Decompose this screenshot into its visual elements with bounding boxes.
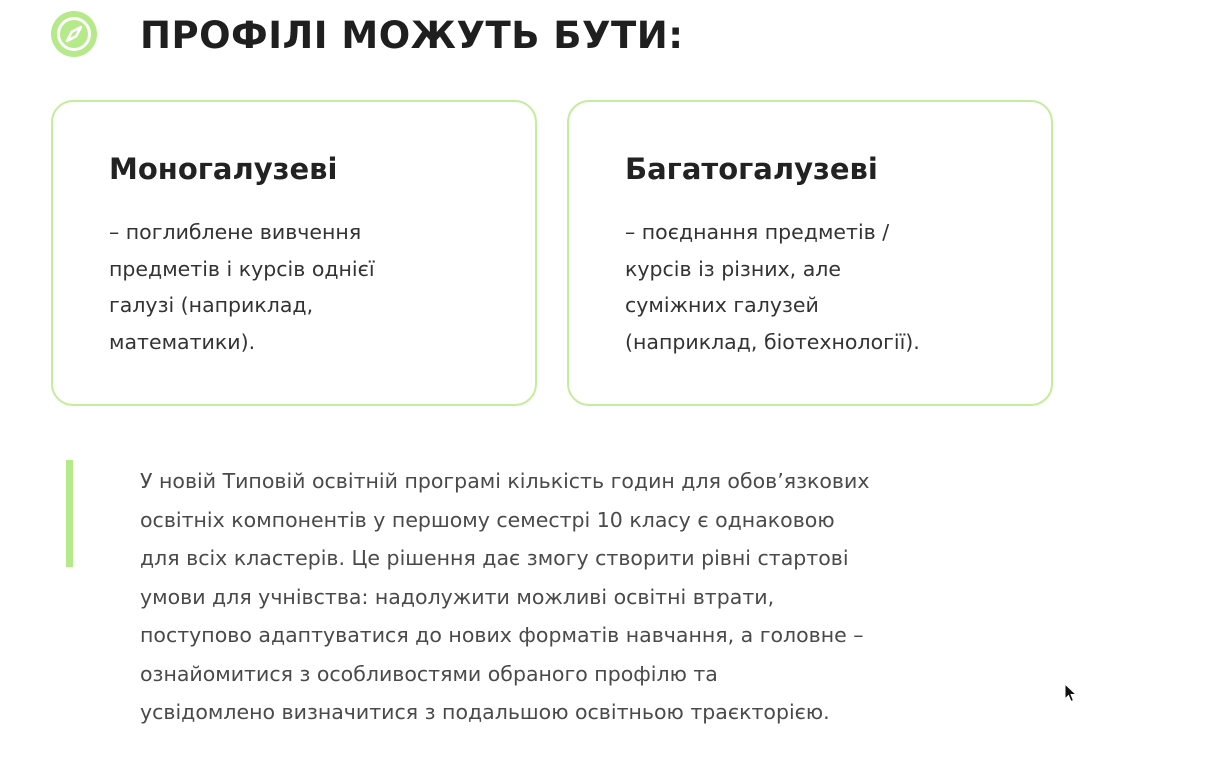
note-paragraph: У новій Типовій освітній програмі кількість годин для обов’язкових освітніх компонентів у першому семестрі 10 класу є однаковою для всіх кластерів. Це рішення дає змогу створити рівні стартові умови для учнівства: надолужити можливі освітні втрати, поступово адаптуватися до нових форматів навчання, а головне – ознайомитися з особливостями обраного профілю та усвідомлено визначитися з подальшою освітньою траєкторією. [140, 469, 870, 724]
card-monosectoral [51, 100, 537, 406]
card-multisectoral [567, 100, 1053, 406]
page-title: ПРОФІЛІ МОЖУТЬ БУТИ: [140, 14, 684, 57]
header [48, 4, 100, 64]
card-description: – поєднання предметів / курсів із різних, але суміжних галузей (наприклад, біотехнології). [625, 220, 920, 354]
card-title: Моногалузеві [109, 152, 338, 186]
compass-icon [48, 8, 100, 60]
quote-accent-bar [66, 460, 73, 567]
card-description: – поглиблене вивчення предметів і курсів однієї галузі (наприклад, математики). [109, 220, 375, 354]
mouse-cursor-icon [1064, 683, 1078, 703]
card-title: Багатогалузеві [625, 152, 878, 186]
